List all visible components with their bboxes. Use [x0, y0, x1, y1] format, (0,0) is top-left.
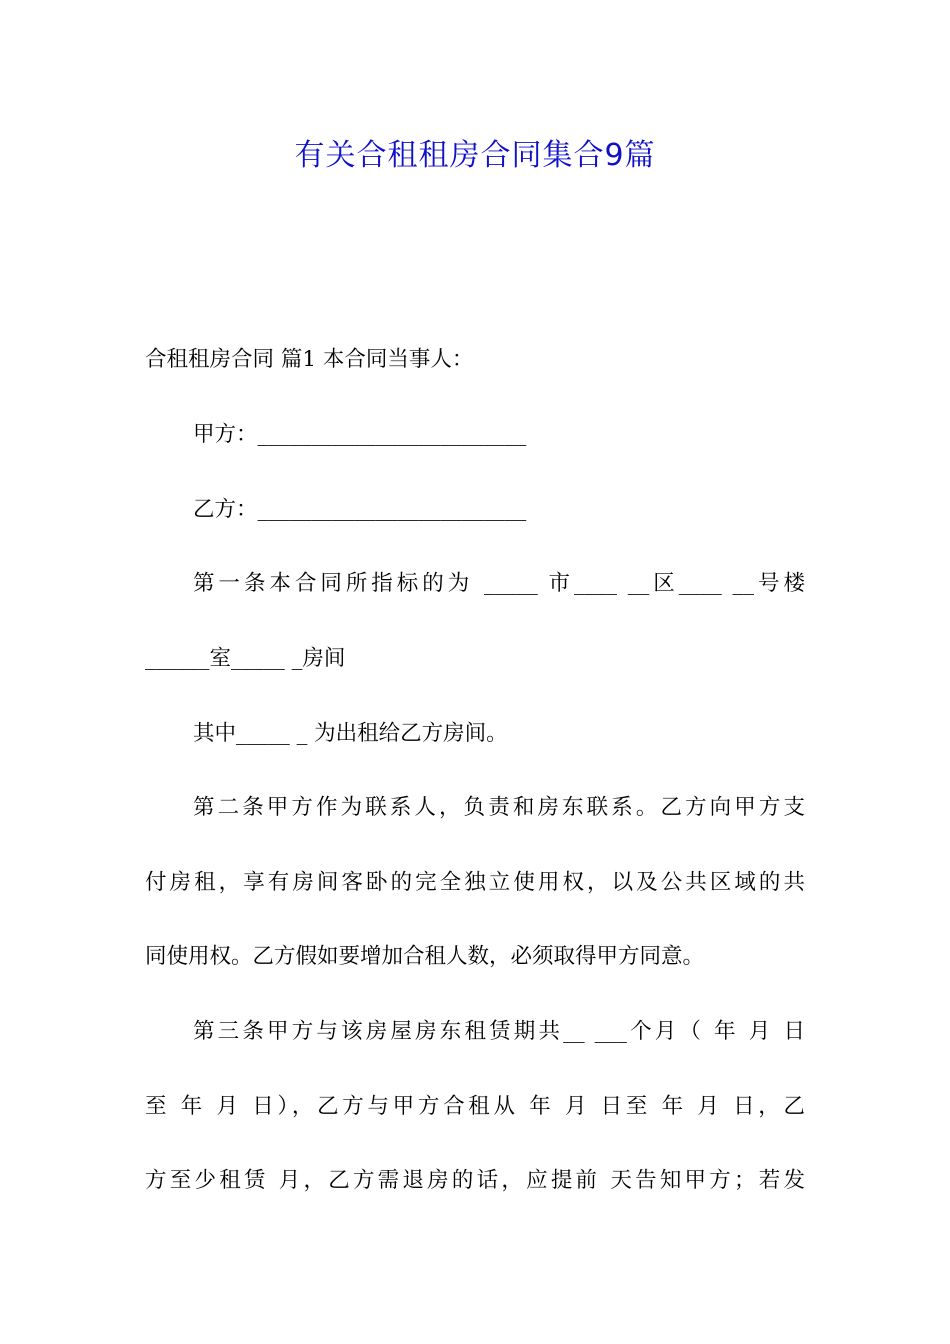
article-3-line-3: 方至少租赁 月，乙方需退房的话，应提前 天告知甲方；若发	[145, 1168, 805, 1193]
article-1-line-2: ______室_____ _房间	[145, 646, 346, 671]
article-1-line-3: 其中_____ _ 为出租给乙方房间。	[193, 721, 508, 746]
article-2-line-2: 付房租，享有房间客卧的完全独立使用权，以及公共区域的共	[145, 870, 805, 895]
party-a-line: 甲方：_________________________	[193, 422, 527, 447]
article-1-line-1: 第一条本合同所指标的为 _____ 市____ __区____ __号楼	[193, 571, 805, 596]
article-2-line-3: 同使用权。乙方假如要增加合租人数，必须取得甲方同意。	[145, 944, 705, 969]
article-3-line-2: 至 年 月 日），乙方与甲方合租从 年 月 日至 年 月 日，乙	[145, 1094, 805, 1119]
article-3-line-1: 第三条甲方与该房屋房东租赁期共__ ___个月（ 年 月 日	[193, 1019, 805, 1044]
article-2-line-1: 第二条甲方作为联系人，负责和房东联系。乙方向甲方支	[193, 795, 805, 820]
document-title: 有关合租租房合同集合9篇	[294, 138, 656, 173]
party-b-line: 乙方：_________________________	[193, 497, 527, 522]
contract-heading-line: 合租租房合同 篇1 本合同当事人：	[145, 347, 474, 372]
